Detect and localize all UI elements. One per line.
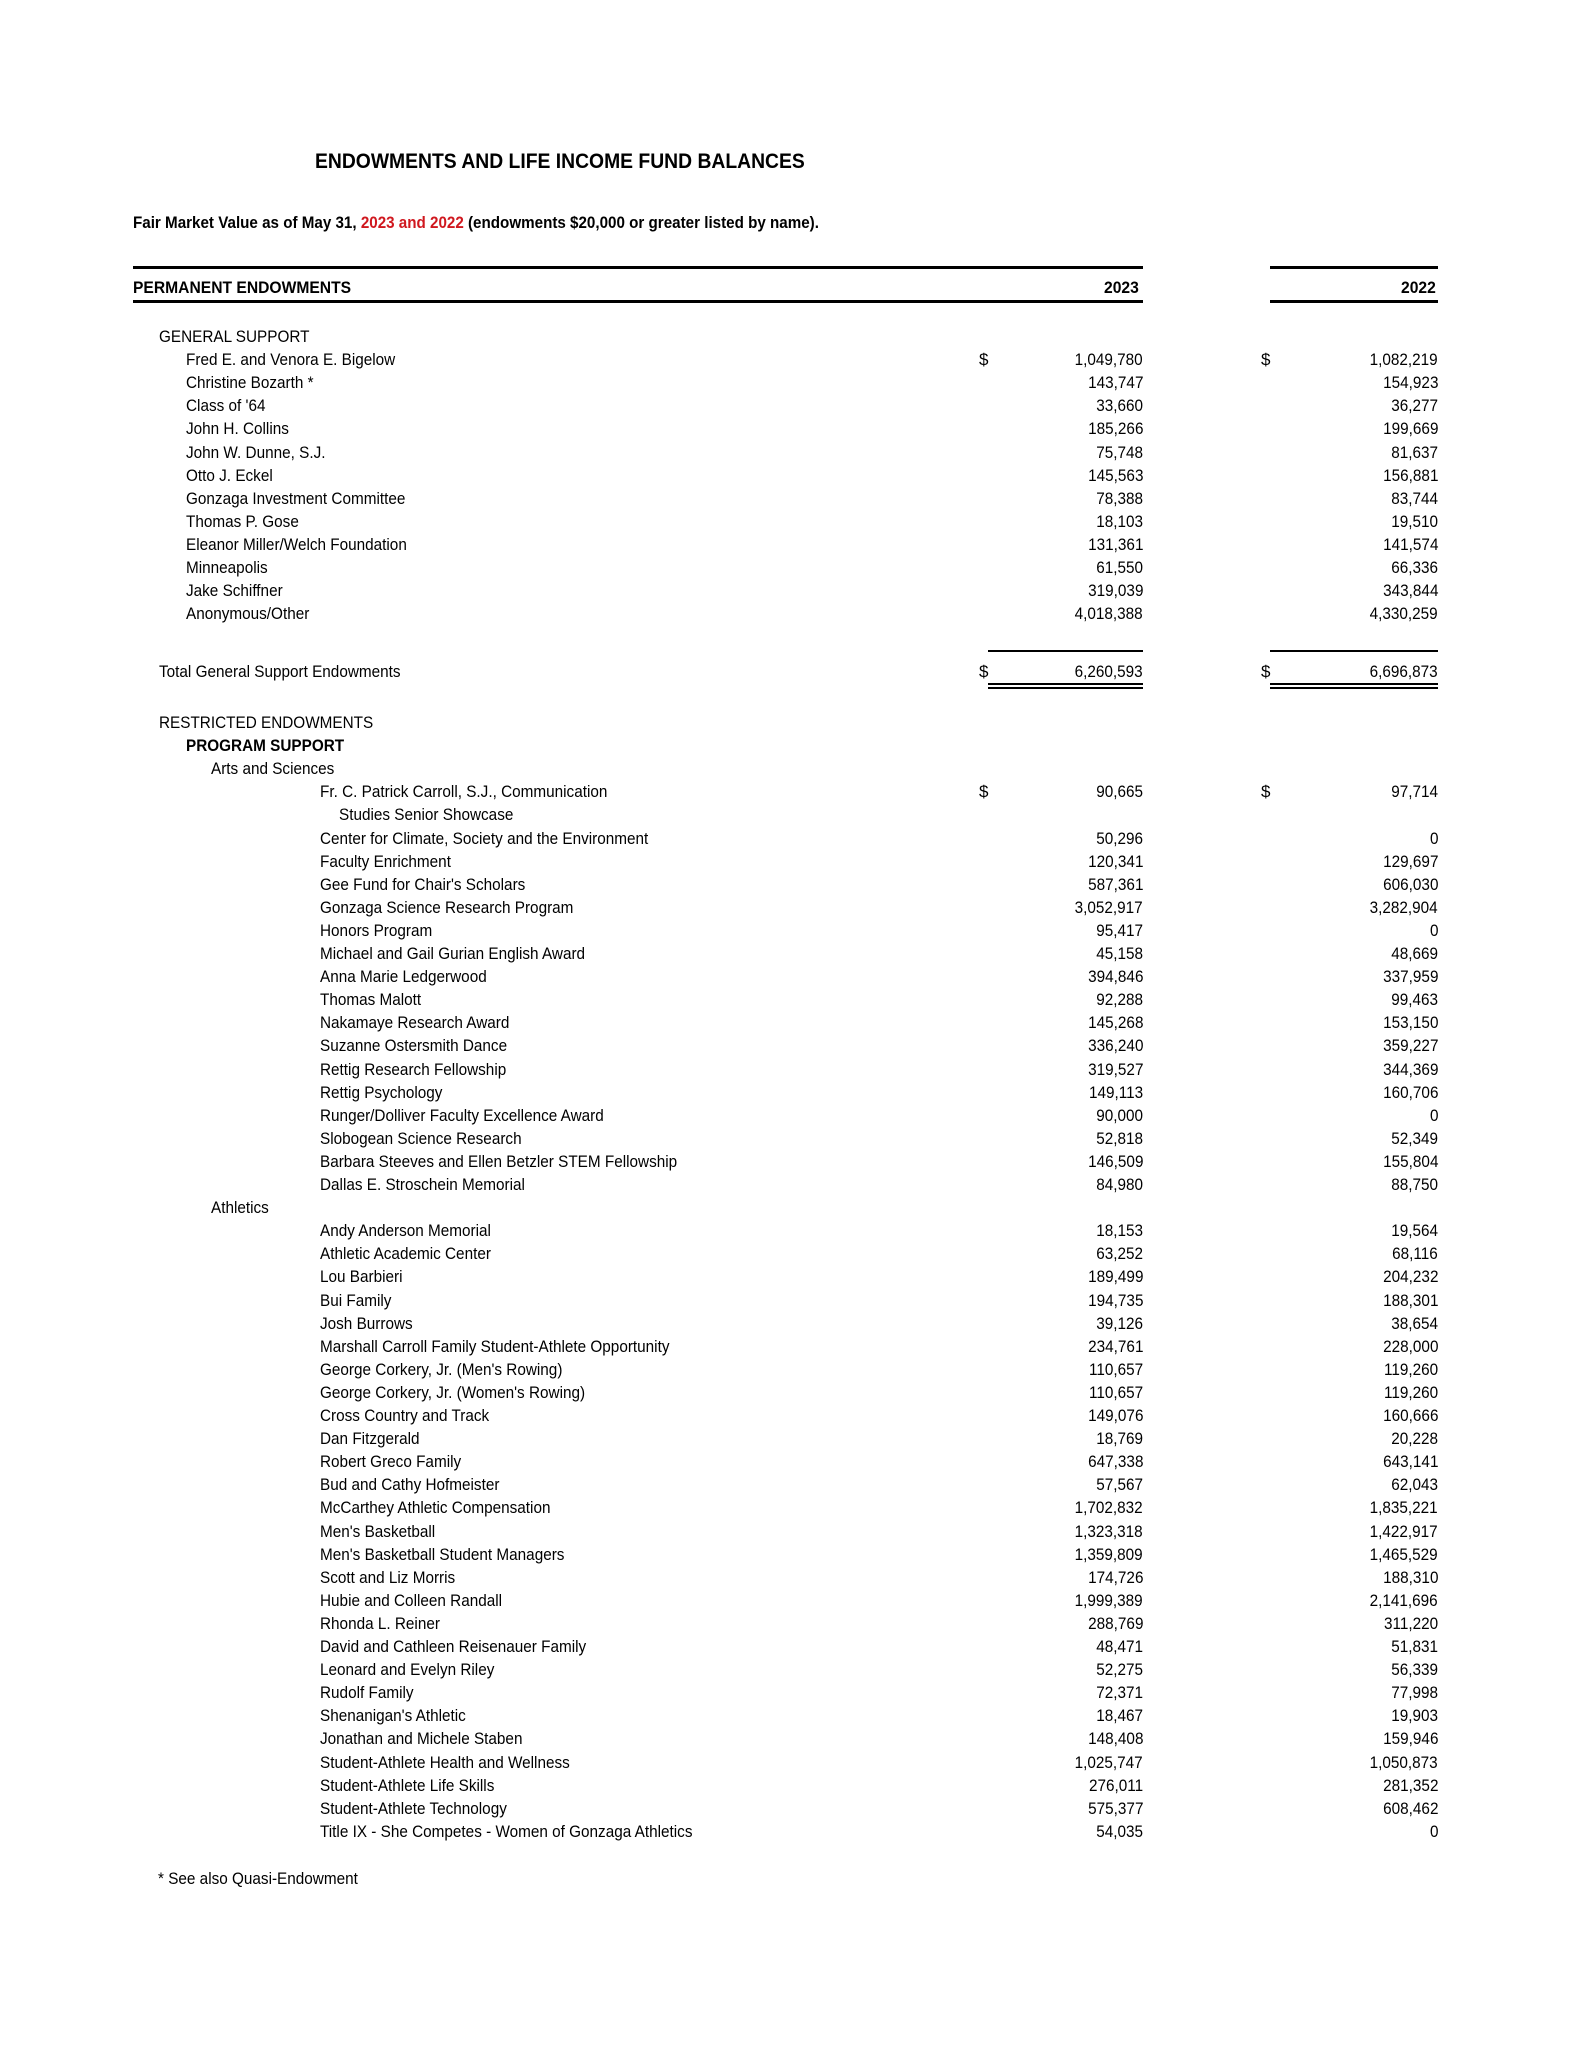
table-row (0, 1265, 1583, 1288)
value-2022: 1,465,529 (1369, 1544, 1438, 1564)
table-row (0, 1011, 1583, 1034)
value-2023: 45,158 (1096, 944, 1143, 963)
row-label: Gonzaga Science Research Program (320, 897, 574, 917)
row-label: Title IX - She Competes - Women of Gonzaga Athletics (320, 1821, 693, 1841)
value-2022: 66,336 (1391, 558, 1438, 577)
value-2022: 62,043 (1391, 1475, 1438, 1495)
table-row (0, 1635, 1583, 1658)
value-2022: 19,510 (1391, 511, 1438, 531)
table-row (0, 533, 1583, 556)
table-row (0, 487, 1583, 510)
value-2022: 83,744 (1391, 488, 1438, 508)
value-2023: 149,113 (1088, 1082, 1143, 1102)
value-2022: 4,330,259 (1369, 604, 1438, 624)
category-heading: Athletics (211, 1198, 269, 1218)
row-label: Shenanigan's Athletic (320, 1706, 466, 1726)
value-2022: 643,141 (1382, 1452, 1438, 1472)
value-2023: 18,103 (1096, 511, 1143, 531)
table-row (0, 1219, 1583, 1242)
dollar-sign-2022: $ (1261, 782, 1271, 802)
row-label: Student-Athlete Technology (320, 1798, 507, 1818)
value-2022: 155,804 (1382, 1151, 1438, 1171)
value-2023: 145,563 (1087, 465, 1143, 485)
value-2022: 156,881 (1382, 465, 1438, 485)
table-row (0, 371, 1583, 394)
table-row (0, 1242, 1583, 1265)
value-2022: 3,282,904 (1369, 897, 1438, 917)
value-2022: 77,998 (1391, 1683, 1438, 1703)
value-2022: 204,232 (1382, 1267, 1438, 1287)
table-row (0, 827, 1583, 850)
header-bottom-rule-right (1270, 300, 1438, 303)
value-2022: 19,903 (1391, 1706, 1438, 1726)
value-2023: 63,252 (1096, 1244, 1143, 1264)
subsection-heading-program-support (0, 734, 1583, 757)
value-2023: 18,769 (1096, 1429, 1143, 1449)
row-label: Runger/Dolliver Faculty Excellence Award (320, 1105, 604, 1125)
value-2022: 606,030 (1382, 874, 1438, 894)
value-2022: 160,666 (1382, 1406, 1438, 1425)
table-row (0, 1150, 1583, 1173)
row-label: Minneapolis (186, 558, 268, 577)
table-row (0, 1496, 1583, 1519)
value-2023: 319,527 (1087, 1059, 1143, 1079)
row-label: Hubie and Colleen Randall (320, 1590, 503, 1610)
value-2022: 344,369 (1382, 1059, 1438, 1079)
page-title: ENDOWMENTS AND LIFE INCOME FUND BALANCES (315, 150, 805, 173)
header-bottom-rule-left (133, 300, 1143, 303)
table-row (0, 1104, 1583, 1127)
total-row (0, 660, 1583, 683)
value-2023: 336,240 (1087, 1036, 1143, 1056)
table-row (0, 556, 1583, 579)
row-label: Rettig Research Fellowship (320, 1059, 507, 1079)
table-row (0, 1034, 1583, 1057)
row-label: Men's Basketball Student Managers (320, 1544, 565, 1564)
value-2022: 311,220 (1383, 1613, 1438, 1633)
row-label: Leonard and Evelyn Riley (320, 1660, 495, 1680)
row-label: Anonymous/Other (186, 604, 310, 624)
subtitle-suffix: (endowments $20,000 or greater listed by name). (463, 214, 819, 232)
value-2022: 1,835,221 (1369, 1498, 1438, 1518)
total-label: Total General Support Endowments (159, 662, 401, 681)
row-label: Gee Fund for Chair's Scholars (320, 874, 526, 894)
value-2022: 6,696,873 (1369, 662, 1438, 681)
table-row (0, 965, 1583, 988)
header-top-rule-right (1270, 266, 1438, 269)
value-2023: 131,361 (1087, 534, 1143, 554)
value-2022: 1,422,917 (1369, 1521, 1438, 1541)
row-label: John W. Dunne, S.J. (186, 442, 326, 462)
total-double-rule-2023 (988, 683, 1143, 689)
value-2022: 52,349 (1391, 1128, 1438, 1148)
row-label: Cross Country and Track (320, 1406, 490, 1425)
table-row (0, 1727, 1583, 1750)
table-row (0, 1589, 1583, 1612)
row-label: Josh Burrows (320, 1313, 413, 1333)
value-2022: 154,923 (1382, 373, 1438, 393)
row-label: Slobogean Science Research (320, 1128, 522, 1148)
table-row (0, 441, 1583, 464)
row-label: Rudolf Family (320, 1683, 414, 1703)
row-label: Bud and Cathy Hofmeister (320, 1475, 500, 1495)
value-2023: 149,076 (1087, 1406, 1143, 1425)
table-row (0, 510, 1583, 533)
row-label: George Corkery, Jr. (Men's Rowing) (320, 1359, 563, 1379)
table-row (0, 1081, 1583, 1104)
table-row (0, 1381, 1583, 1404)
value-2023: 575,377 (1087, 1798, 1143, 1818)
value-2023: 92,288 (1096, 990, 1143, 1010)
value-2023: 3,052,917 (1074, 897, 1143, 917)
value-2023: 1,025,747 (1074, 1752, 1143, 1772)
value-2023: 146,509 (1087, 1151, 1143, 1171)
subsection-heading: PROGRAM SUPPORT (186, 736, 345, 756)
row-label: Bui Family (320, 1290, 392, 1310)
value-2023: 288,769 (1087, 1613, 1143, 1633)
category-heading-athletics (0, 1196, 1583, 1219)
table-row (0, 1450, 1583, 1473)
row-label: Michael and Gail Gurian English Award (320, 944, 586, 963)
row-label: Robert Greco Family (320, 1452, 462, 1472)
row-label: Marshall Carroll Family Student-Athlete Opportunity (320, 1336, 670, 1356)
value-2022: 38,654 (1391, 1313, 1438, 1333)
value-2023: 50,296 (1096, 828, 1143, 848)
footnote: * See also Quasi-Endowment (158, 1869, 358, 1888)
value-2022: 608,462 (1382, 1798, 1438, 1818)
row-label: Rhonda L. Reiner (320, 1613, 440, 1633)
header-top-rule-left (133, 266, 1143, 269)
row-label: Studies Senior Showcase (339, 805, 514, 825)
value-2022: 20,228 (1391, 1429, 1438, 1449)
table-row (0, 1289, 1583, 1312)
value-2022: 88,750 (1391, 1175, 1438, 1194)
row-label: Lou Barbieri (320, 1267, 403, 1287)
value-2023: 145,268 (1087, 1013, 1143, 1033)
value-2022: 199,669 (1382, 419, 1438, 439)
row-label: Fred E. and Venora E. Bigelow (186, 350, 396, 370)
value-2023: 18,467 (1096, 1706, 1143, 1726)
table-row (0, 1312, 1583, 1335)
table-row (0, 1335, 1583, 1358)
value-2023: 90,000 (1096, 1105, 1143, 1125)
table-row (0, 579, 1583, 602)
value-2023: 1,702,832 (1074, 1498, 1143, 1518)
table-row (0, 896, 1583, 919)
table-row (0, 1427, 1583, 1450)
category-heading-arts-sciences (0, 757, 1583, 780)
total-top-rule-2023 (988, 650, 1143, 652)
value-2022: 159,946 (1382, 1729, 1438, 1749)
value-2022: 160,706 (1382, 1082, 1438, 1102)
value-2023: 189,499 (1087, 1267, 1143, 1287)
value-2023: 394,846 (1087, 967, 1143, 987)
value-2022: 119,260 (1383, 1359, 1438, 1379)
table-row (0, 1404, 1583, 1427)
row-label: Thomas P. Gose (186, 511, 299, 531)
table-row (0, 348, 1583, 371)
value-2022: 0 (1429, 1105, 1438, 1125)
value-2023: 52,275 (1096, 1660, 1143, 1680)
value-2022: 99,463 (1391, 990, 1438, 1010)
category-heading: Arts and Sciences (211, 759, 335, 779)
row-label: Thomas Malott (320, 990, 422, 1010)
value-2022: 343,844 (1382, 581, 1438, 601)
value-2022: 141,574 (1382, 534, 1438, 554)
value-2022: 51,831 (1391, 1637, 1438, 1656)
section-heading-restricted (0, 711, 1583, 734)
row-label: Christine Bozarth * (186, 373, 314, 393)
value-2022: 337,959 (1382, 967, 1438, 987)
value-2023: 72,371 (1096, 1683, 1143, 1703)
value-2022: 0 (1429, 920, 1438, 940)
value-2023: 234,761 (1087, 1336, 1143, 1356)
table-row (0, 1127, 1583, 1150)
value-2023: 75,748 (1096, 442, 1143, 462)
value-2022: 97,714 (1391, 782, 1438, 802)
table-row (0, 1751, 1583, 1774)
table-row (0, 1681, 1583, 1704)
value-2022: 81,637 (1391, 442, 1438, 462)
value-2022: 281,352 (1382, 1775, 1438, 1795)
column-header-2023: 2023 (1104, 278, 1139, 297)
table-row (0, 1658, 1583, 1681)
dollar-sign-2023: $ (979, 662, 989, 681)
row-label: Gonzaga Investment Committee (186, 488, 406, 508)
subtitle-years: 2023 and 2022 (360, 214, 464, 232)
section-header-permanent: PERMANENT ENDOWMENTS (133, 278, 352, 297)
row-label: Dallas E. Stroschein Memorial (320, 1175, 525, 1194)
table-row (0, 1058, 1583, 1081)
value-2023: 1,999,389 (1074, 1590, 1143, 1610)
table-row (0, 780, 1583, 803)
value-2022: 153,150 (1382, 1013, 1438, 1033)
value-2023: 1,049,780 (1074, 350, 1143, 370)
table-row (0, 873, 1583, 896)
row-label: Jake Schiffner (186, 581, 283, 601)
value-2022: 359,227 (1382, 1036, 1438, 1056)
row-label: Faculty Enrichment (320, 851, 451, 871)
subtitle-prefix: Fair Market Value as of May 31, (133, 214, 361, 232)
value-2022: 188,310 (1382, 1567, 1438, 1587)
value-2023: 61,550 (1096, 558, 1143, 577)
value-2023: 110,657 (1088, 1359, 1143, 1379)
row-label: Center for Climate, Society and the Environment (320, 828, 649, 848)
table-row (0, 942, 1583, 965)
row-label: Student-Athlete Health and Wellness (320, 1752, 570, 1772)
table-row (0, 1704, 1583, 1727)
table-row (0, 1566, 1583, 1589)
value-2023: 48,471 (1096, 1637, 1143, 1656)
value-2023: 18,153 (1096, 1221, 1143, 1241)
row-label: Student-Athlete Life Skills (320, 1775, 495, 1795)
value-2023: 39,126 (1096, 1313, 1143, 1333)
row-label: Fr. C. Patrick Carroll, S.J., Communication (320, 782, 608, 802)
table-row (0, 602, 1583, 625)
row-label: Men's Basketball (320, 1521, 436, 1541)
value-2023: 120,341 (1087, 851, 1143, 871)
row-label: Honors Program (320, 920, 433, 940)
value-2023: 319,039 (1087, 581, 1143, 601)
value-2022: 2,141,696 (1369, 1590, 1438, 1610)
dollar-sign-2023: $ (979, 350, 989, 370)
value-2023: 174,726 (1087, 1567, 1143, 1587)
value-2023: 4,018,388 (1074, 604, 1143, 624)
value-2022: 129,697 (1382, 851, 1438, 871)
page-subtitle (133, 214, 819, 233)
table-row (0, 1520, 1583, 1543)
total-double-rule-2022 (1270, 683, 1438, 689)
value-2022: 119,260 (1383, 1382, 1438, 1402)
table-row (0, 464, 1583, 487)
value-2023: 143,747 (1087, 373, 1143, 393)
value-2022: 188,301 (1382, 1290, 1438, 1310)
table-row (0, 394, 1583, 417)
table-row (0, 1543, 1583, 1566)
row-label: Jonathan and Michele Staben (320, 1729, 523, 1749)
value-2023: 148,408 (1087, 1729, 1143, 1749)
value-2023: 54,035 (1096, 1821, 1143, 1841)
table-row (0, 1473, 1583, 1496)
table-row (0, 850, 1583, 873)
row-label: Barbara Steeves and Ellen Betzler STEM Fellowship (320, 1151, 678, 1171)
table-row (0, 1774, 1583, 1797)
row-label: Class of '64 (186, 396, 266, 416)
value-2023: 95,417 (1096, 920, 1143, 940)
value-2023: 33,660 (1096, 396, 1143, 416)
value-2022: 0 (1429, 1821, 1438, 1841)
value-2022: 1,050,873 (1369, 1752, 1438, 1772)
section-heading: RESTRICTED ENDOWMENTS (159, 713, 374, 732)
value-2023: 185,266 (1087, 419, 1143, 439)
value-2023: 276,011 (1088, 1775, 1143, 1795)
dollar-sign-2023: $ (979, 782, 989, 802)
value-2023: 1,359,809 (1074, 1544, 1143, 1564)
section-heading-general-support (0, 325, 1583, 348)
value-2023: 194,735 (1087, 1290, 1143, 1310)
table-row (0, 1820, 1583, 1843)
table-row-continuation (0, 803, 1583, 826)
table-row (0, 1358, 1583, 1381)
value-2023: 587,361 (1087, 874, 1143, 894)
row-label: Anna Marie Ledgerwood (320, 967, 487, 987)
table-row (0, 417, 1583, 440)
value-2022: 228,000 (1382, 1336, 1438, 1356)
value-2023: 90,665 (1096, 782, 1143, 802)
value-2023: 6,260,593 (1074, 662, 1143, 681)
value-2023: 52,818 (1096, 1128, 1143, 1148)
section-heading: GENERAL SUPPORT (159, 327, 310, 346)
row-label: Rettig Psychology (320, 1082, 443, 1102)
row-label: Andy Anderson Memorial (320, 1221, 491, 1241)
row-label: Eleanor Miller/Welch Foundation (186, 534, 407, 554)
value-2022: 1,082,219 (1369, 350, 1438, 370)
row-label: Athletic Academic Center (320, 1244, 491, 1264)
table-row (0, 919, 1583, 942)
row-label: McCarthey Athletic Compensation (320, 1498, 551, 1518)
table-row (0, 988, 1583, 1011)
dollar-sign-2022: $ (1261, 350, 1271, 370)
row-label: David and Cathleen Reisenauer Family (320, 1637, 587, 1656)
row-label: Dan Fitzgerald (320, 1429, 420, 1449)
row-label: Suzanne Ostersmith Dance (320, 1036, 508, 1056)
value-2023: 647,338 (1087, 1452, 1143, 1472)
value-2022: 68,116 (1392, 1244, 1438, 1264)
dollar-sign-2022: $ (1261, 662, 1271, 681)
column-header-2022: 2022 (1401, 278, 1436, 297)
table-row (0, 1612, 1583, 1635)
total-top-rule-2022 (1270, 650, 1438, 652)
row-label: George Corkery, Jr. (Women's Rowing) (320, 1382, 586, 1402)
value-2023: 84,980 (1096, 1175, 1143, 1194)
row-label: Nakamaye Research Award (320, 1013, 510, 1033)
value-2022: 0 (1429, 828, 1438, 848)
value-2023: 1,323,318 (1074, 1521, 1143, 1541)
value-2022: 56,339 (1391, 1660, 1438, 1680)
row-label: Scott and Liz Morris (320, 1567, 456, 1587)
row-label: Otto J. Eckel (186, 465, 273, 485)
table-row (0, 1173, 1583, 1196)
value-2023: 57,567 (1096, 1475, 1143, 1495)
value-2022: 36,277 (1391, 396, 1438, 416)
value-2023: 78,388 (1096, 488, 1143, 508)
value-2022: 48,669 (1391, 944, 1438, 963)
value-2022: 19,564 (1391, 1221, 1438, 1241)
table-row (0, 1797, 1583, 1820)
value-2023: 110,657 (1088, 1382, 1143, 1402)
row-label: John H. Collins (186, 419, 289, 439)
